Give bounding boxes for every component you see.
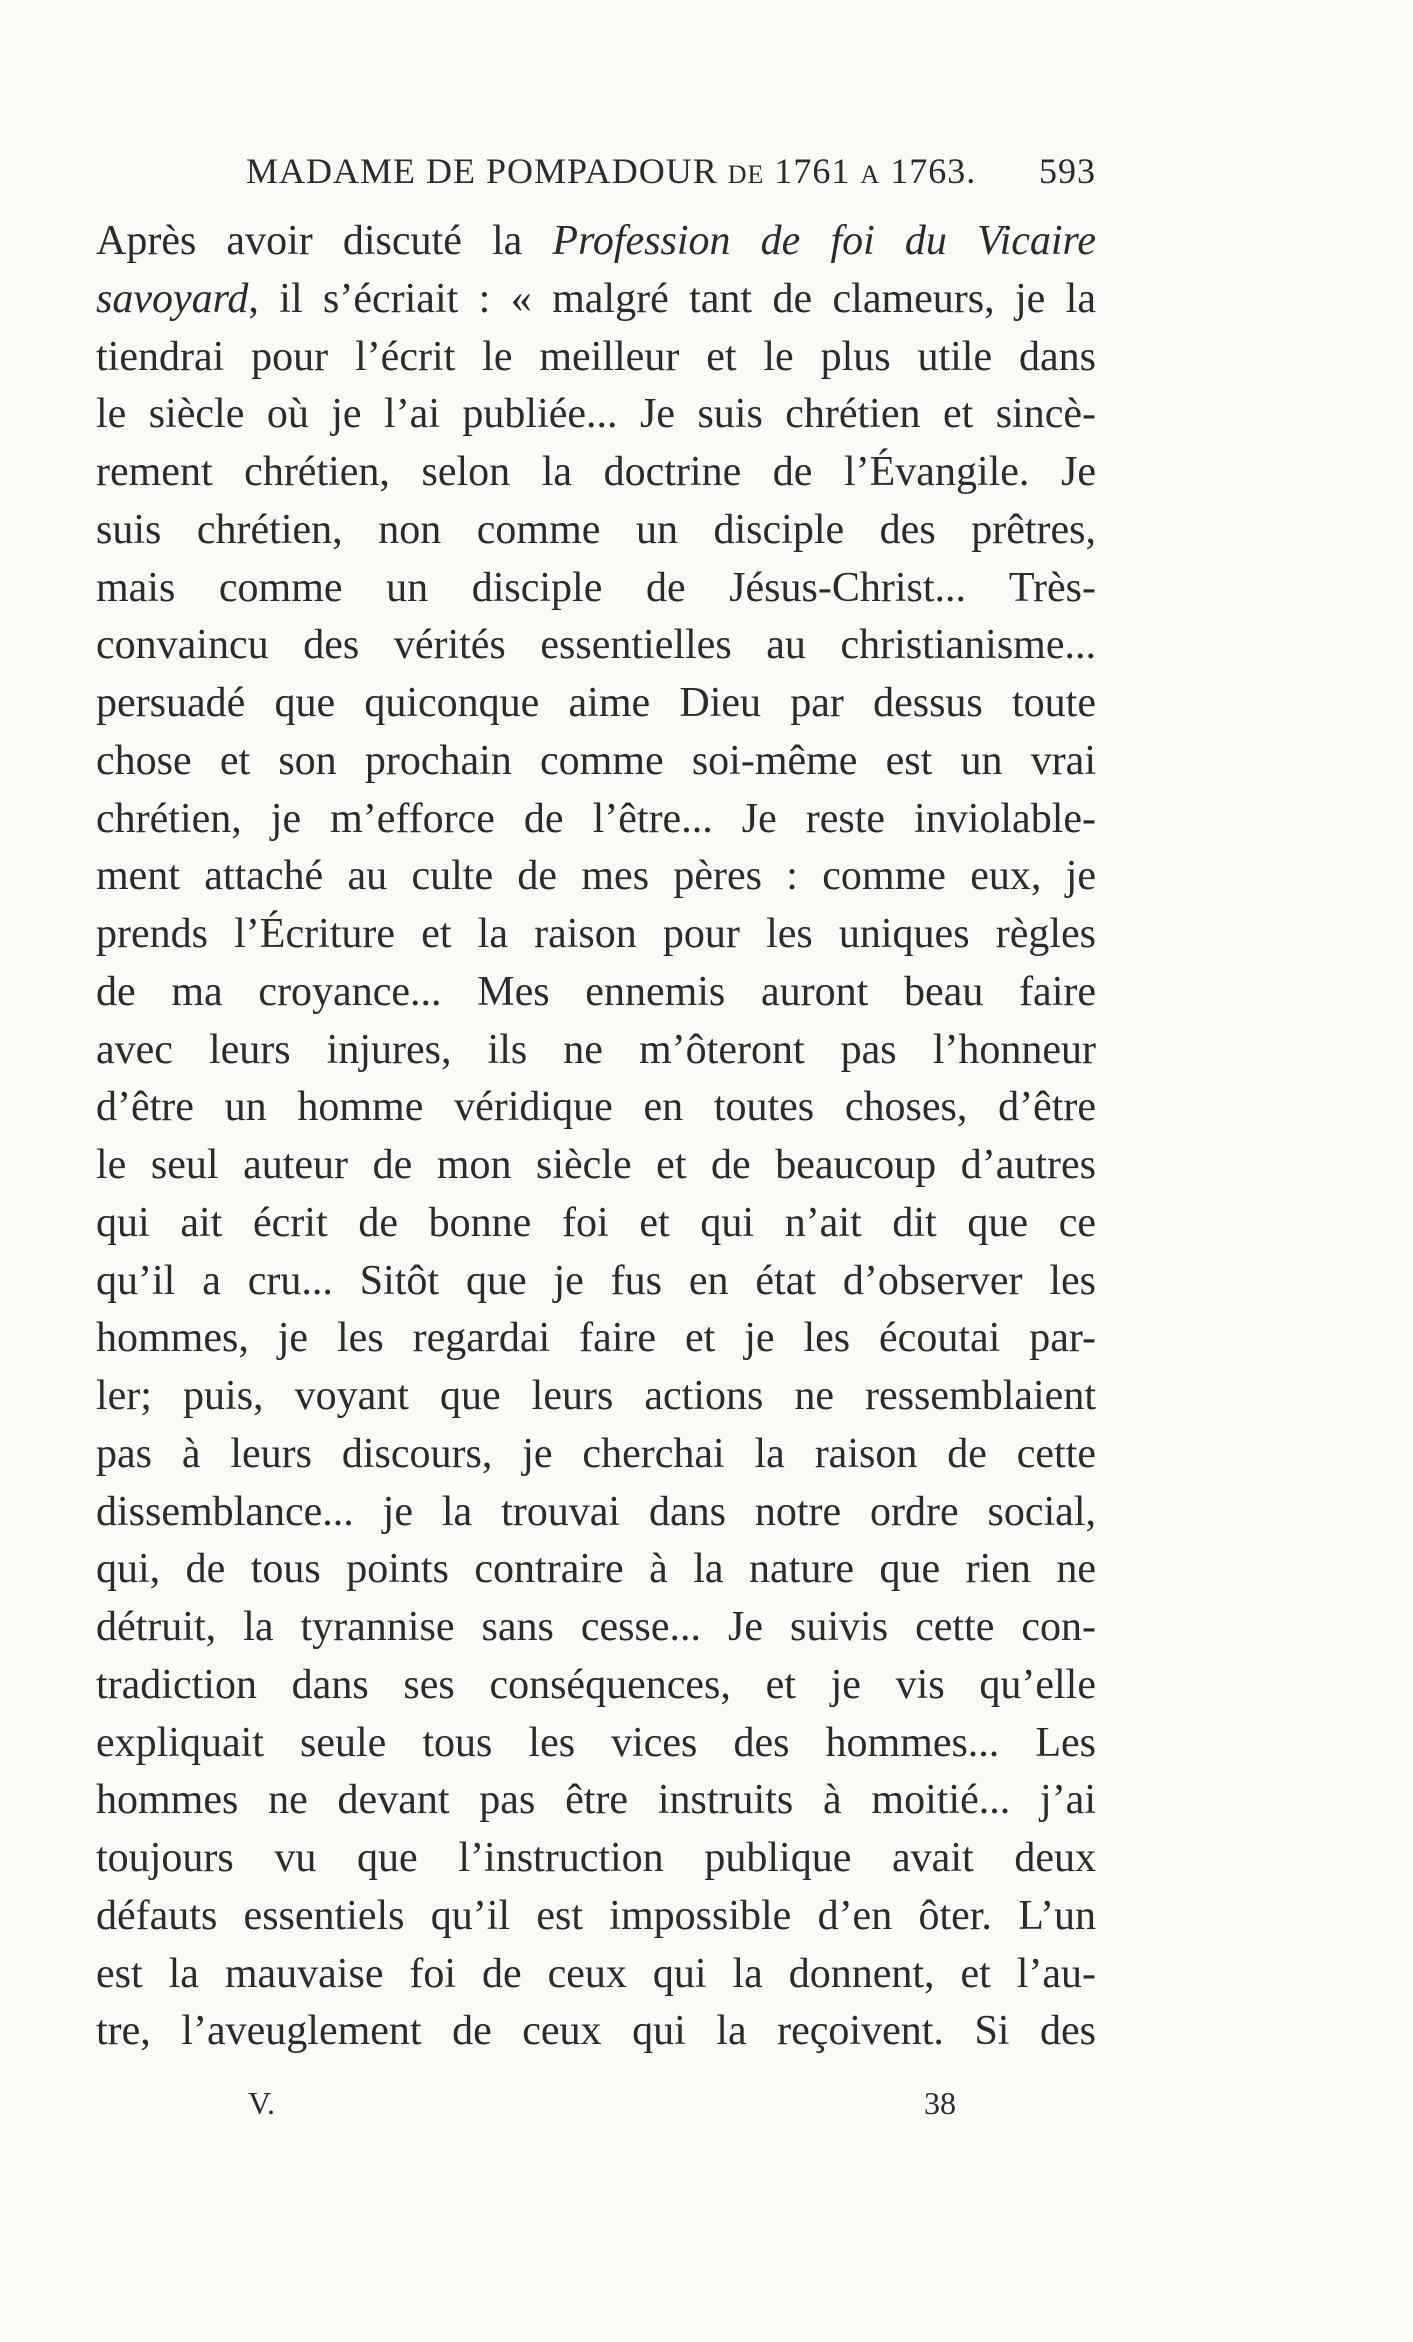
page-footer	[96, 2085, 1096, 2125]
text-line	[96, 271, 1096, 329]
text-line: tradiction dans ses conséquences, et je vis qu’elle	[96, 1661, 1096, 1708]
title-main: MADAME DE POMPADOUR	[246, 151, 718, 191]
text-line: ler; puis, voyant que leurs actions ne ressemblaient	[96, 1373, 1096, 1419]
text-line: mais comme un disciple de Jésus-Christ... Très-	[96, 564, 1096, 611]
text-line: hommes ne devant pas être instruits à moitié... j’ai	[96, 1777, 1096, 1824]
text-line: tiendrai pour l’écrit le meilleur et le plus utile dans	[96, 333, 1096, 380]
text-line: le seul auteur de mon siècle et de beaucoup d’autres	[96, 1142, 1096, 1188]
text-line: dissemblance... je la trouvai dans notre ordre social,	[96, 1488, 1096, 1535]
text-span: Après avoir discuté la	[96, 218, 553, 264]
running-title	[246, 150, 976, 192]
text-line: détruit, la tyrannise sans cesse... Je suivis cette con-	[96, 1604, 1096, 1650]
text-line: chose et son prochain comme soi-même est un vrai	[96, 737, 1096, 784]
text-line: est la mauvaise foi de ceux qui la donnent, et l’au-	[96, 1950, 1096, 1997]
running-header	[96, 150, 1096, 200]
text-line: tre, l’aveuglement de ceux qui la reçoivent. Si des	[96, 2008, 1096, 2055]
text-span: , il s’écriait : « malgré tant de clameurs, je la	[248, 275, 1096, 322]
signature-mark: 38	[924, 2085, 956, 2121]
title-de: DE	[727, 160, 765, 189]
text-line: rement chrétien, selon la doctrine de l’Évangile. Je	[96, 449, 1096, 495]
text-line: toujours vu que l’instruction publique avait deux	[96, 1835, 1096, 1881]
text-line: suis chrétien, non comme un disciple des prêtres,	[96, 506, 1096, 553]
text-line: défauts essentiels qu’il est impossible d’en ôter. L’un	[96, 1892, 1096, 1939]
year-start: 1761	[774, 151, 851, 191]
text-line: d’être un homme véridique en toutes choses, d’être	[96, 1084, 1096, 1131]
book-title-italic: Profession de foi du Vicaire	[552, 218, 1096, 264]
text-line: pas à leurs discours, je cherchai la raison de cette	[96, 1430, 1096, 1477]
text-line: qui, de tous points contraire à la nature que rien ne	[96, 1546, 1096, 1593]
text-line: persuadé que quiconque aime Dieu par dessus toute	[96, 680, 1096, 726]
text-line: ment attaché au culte de mes pères : comme eux, je	[96, 853, 1096, 900]
page-number: 593	[1039, 151, 1096, 191]
text-line: avec leurs injures, ils ne m’ôteront pas l’honneur	[96, 1026, 1096, 1073]
volume-mark: V.	[248, 2085, 275, 2121]
text-line: qu’il a cru... Sitôt que je fus en état d’observer les	[96, 1257, 1096, 1304]
text-line: de ma croyance... Mes ennemis auront beau faire	[96, 968, 1096, 1015]
text-line	[96, 213, 1096, 271]
text-line: le siècle où je l’ai publiée... Je suis chrétien et sincè-	[96, 391, 1096, 438]
text-line: prends l’Écriture et la raison pour les uniques règles	[96, 911, 1096, 957]
title-a: A	[860, 160, 881, 189]
text-line: hommes, je les regardai faire et je les écoutai par-	[96, 1315, 1096, 1362]
text-line: chrétien, je m’efforce de l’être... Je reste inviolable-	[96, 795, 1096, 842]
year-end: 1763.	[890, 151, 977, 191]
text-line: qui ait écrit de bonne foi et qui n’ait dit que ce	[96, 1199, 1096, 1246]
text-line: expliquait seule tous les vices des hommes... Les	[96, 1719, 1096, 1766]
book-title-italic: savoyard	[96, 275, 249, 322]
body-text	[96, 213, 1096, 2061]
text-line: convaincu des vérités essentielles au christianisme...	[96, 622, 1096, 669]
